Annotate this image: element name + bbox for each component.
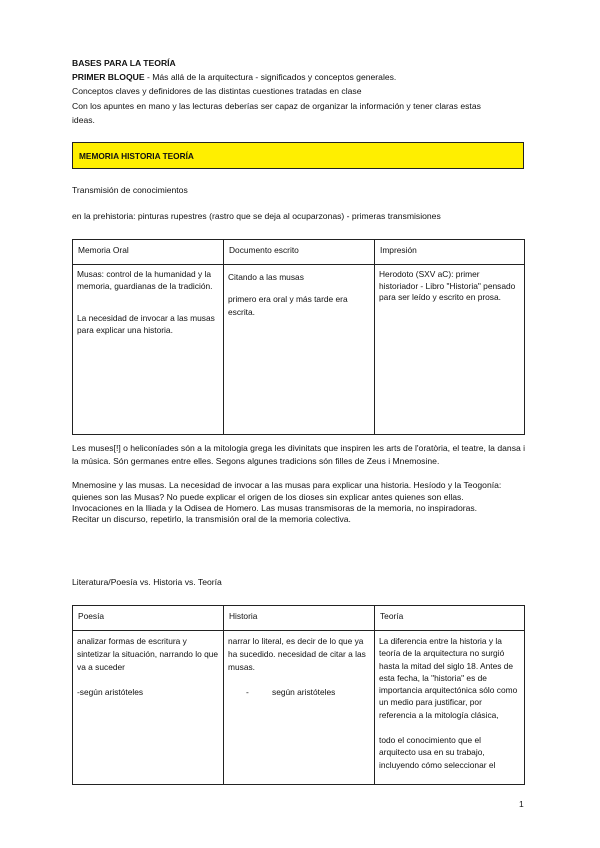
table2-header-historia: Historia <box>224 606 375 631</box>
table2-header-teoria: Teoría <box>375 606 525 631</box>
table1-header-memoria-oral: Memoria Oral <box>73 240 224 265</box>
cell-text: narrar lo literal, es decir de lo que ya ha sucedido. necesidad de citar a las musas. <box>228 636 366 672</box>
primer-bloque-label: PRIMER BLOQUE <box>72 72 145 82</box>
transmision-heading: Transmisión de conocimientos <box>72 185 188 195</box>
cell-text: primero era oral y más tarde era escrita. <box>228 294 348 317</box>
cell-text: -según aristóteles <box>77 687 144 697</box>
page-number: 1 <box>519 799 524 809</box>
mnemosine-line-4: Recitar un discurso, repetirlo, la transmisión oral de la memoria colectiva. <box>72 514 351 524</box>
prehistoria-line: en la prehistoria: pinturas rupestres (rastro que se deja al ocuparzonas) - primeras transmisiones <box>72 211 441 221</box>
table2-cell-teoria <box>375 631 525 785</box>
cell-bullet <box>228 686 370 699</box>
table-literatura <box>72 605 525 785</box>
cell-text: Musas: control de la humanidad y la memoria, guardianas de la tradición. <box>77 269 213 291</box>
table1-cell-impresion <box>375 265 525 435</box>
section-highlight-box <box>72 142 524 169</box>
table1-cell-documento-escrito <box>224 265 375 435</box>
mnemosine-line-3: Invocaciones en la Iliada y la Odisea de Homero. Las musas transmisoras de la memoria, no inspiradoras. <box>72 503 478 513</box>
table-memoria <box>72 239 525 435</box>
section-title: MEMORIA HISTORIA TEORÍA <box>79 151 194 161</box>
table1-cell-memoria-oral <box>73 265 224 435</box>
cell-text: La diferencia entre la historia y la teoría de la arquitectura no surgió hasta la mitad del siglo 18. Antes de esta fecha, la "historia" es de importancia arquitectónica sólo como un medio para justificar, por referencia a la mitología clásica, <box>379 636 518 720</box>
cell-text: La necesidad de invocar a las musas para explicar una historia. <box>77 313 215 335</box>
table2-header-poesia: Poesía <box>73 606 224 631</box>
cell-text: todo el conocimiento que el arquitecto usa en su trabajo, incluyendo cómo seleccionar el <box>379 735 496 770</box>
table1-header-documento-escrito: Documento escrito <box>224 240 375 265</box>
cell-text: Citando a las musas <box>228 272 304 282</box>
cell-text: Herodoto (SXV aC): primer historiador - Libro "Historia" pensado para ser leído y escrito en prosa. <box>379 269 516 302</box>
table1-header-impresion: Impresión <box>375 240 525 265</box>
document-title: BASES PARA LA TEORÍA <box>72 58 176 68</box>
muses-paragraph: Les muses[!] o heliconíades són a la mitologia grega les divinitats que inspiren les arts de l'oratòria, el teatre, la dansa i la música. Són germanes entre elles. Segons algunes tradicions són filles de Zeus i Mnemosine. <box>72 443 526 466</box>
table2-cell-historia <box>224 631 375 785</box>
cell-text: analizar formas de escritura y sintetizar la situación, narrando lo que va a suceder <box>77 636 219 672</box>
bullet-text: según aristóteles <box>272 687 336 697</box>
ideas-line: ideas. <box>72 115 95 125</box>
bullet-dash: - <box>246 687 249 697</box>
literatura-heading: Literatura/Poesía vs. Historia vs. Teoría <box>72 577 222 587</box>
apuntes-line: Con los apuntes en mano y las lecturas deberías ser capaz de organizar la información y tener claras estas <box>72 101 481 111</box>
primer-bloque-line <box>72 71 396 84</box>
table2-cell-poesia <box>73 631 224 785</box>
conceptos-line: Conceptos claves y definidores de las distintas cuestiones tratadas en clase <box>72 86 362 96</box>
primer-bloque-text: - Más allá de la arquitectura - significados y conceptos generales. <box>144 72 397 82</box>
mnemosine-line-2: quienes son las Musas? No puede explicar el origen de los dioses sin explicar antes quienes son ellas. <box>72 492 464 502</box>
mnemosine-line-1: Mnemosine y las musas. La necesidad de invocar a las musas para explicar una historia. Hesíodo y la Teogonía: <box>72 480 502 490</box>
